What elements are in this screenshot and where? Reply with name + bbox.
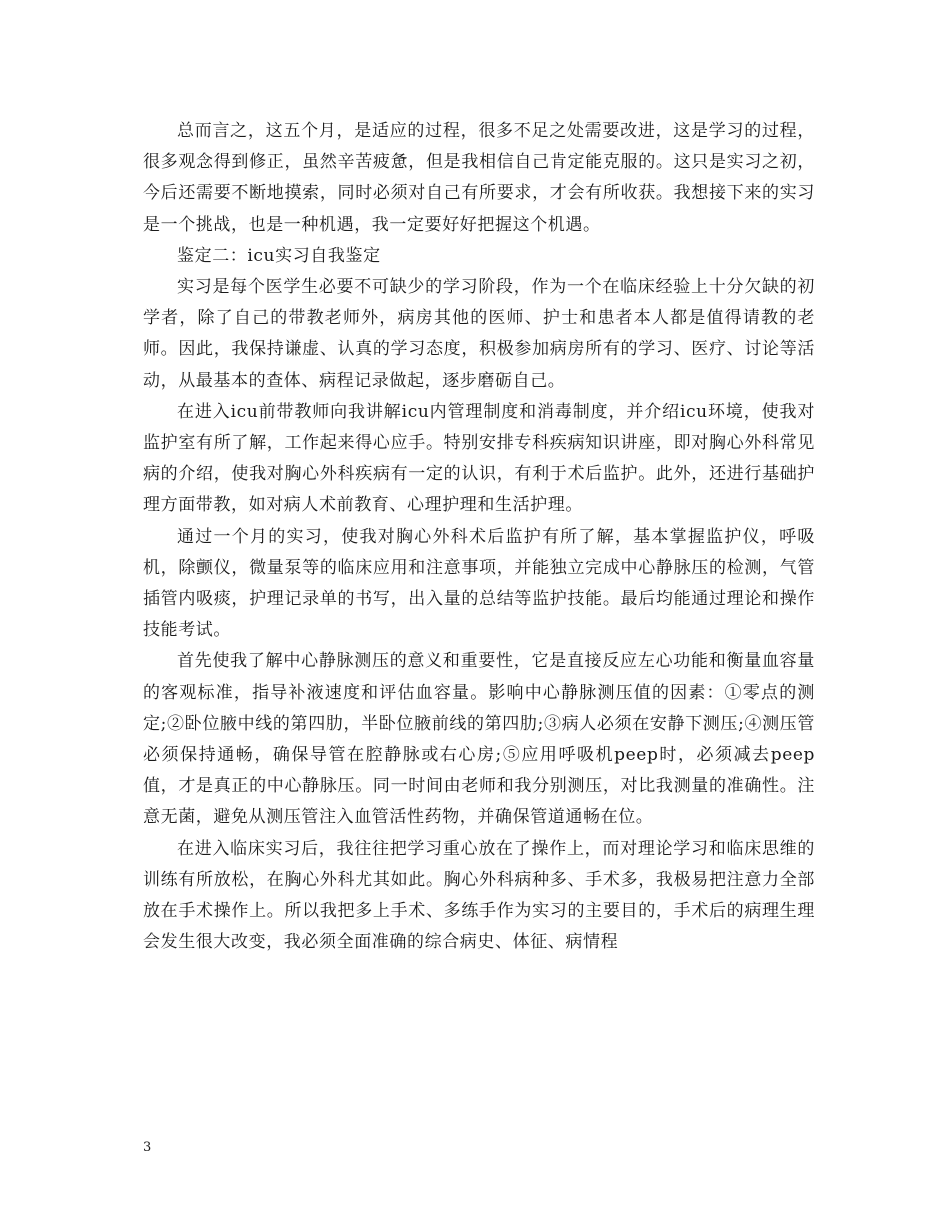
paragraph-central-venous-pressure: 首先使我了解中心静脉测压的意义和重要性，它是直接反应左心功能和衡量血容量的客观标准，指导补液速度和评估血容量。影响中心静脉测压值的因素：①零点的测定;②卧位腋中线的第四肋，半卧位腋前线的第四肋;③病人必须在安静下测压;④测压管必须保持通畅，确保导管在腔静脉或右心房;⑤应用呼吸机peep时，必须减去peep值，才是真正的中心静脉压。同一时间由老师和我分别测压，对比我测量的准确性。注意无菌，避免从测压管注入血管活性药物，并确保管道通畅在位。 [143,651,815,828]
paragraph-monitoring-skills: 通过一个月的实习，使我对胸心外科术后监护有所了解，基本掌握监护仪，呼吸机，除颤仪，微量泵等的临床应用和注意事项，并能独立完成中心静脉压的检测，气管插管内吸痰，护理记录单的书写，出入量的总结等监护技能。最后均能通过理论和操作技能考试。 [143,526,815,641]
paragraph-clinical-practice: 在进入临床实习后，我往往把学习重心放在了操作上，而对理论学习和临床思维的训练有所放松，在胸心外科尤其如此。胸心外科病种多、手术多，我极易把注意力全部放在手术操作上。所以我把多上手术、多练手作为实习的主要目的，手术后的病理生理会发生很大改变，我必须全面准确的综合病史、体征、病情程 [143,838,815,953]
paragraph-summary: 总而言之，这五个月，是适应的过程，很多不足之处需要改进，这是学习的过程，很多观念得到修正，虽然辛苦疲惫，但是我相信自己肯定能克服的。这只是实习之初，今后还需要不断地摸索，同时必须对自己有所要求，才会有所收获。我想接下来的实习是一个挑战，也是一种机遇，我一定要好好把握这个机遇。 [143,121,815,235]
section-heading: 鉴定二：icu实习自我鉴定 [177,245,381,266]
paragraph-internship-intro: 实习是每个医学生必要不可缺少的学习阶段，作为一个在临床经验上十分欠缺的初学者，除了自己的带教老师外，病房其他的医师、护士和患者本人都是值得请教的老师。因此，我保持谦虚、认真的学习态度，积极参加病房所有的学习、医疗、讨论等活动，从最基本的查体、病程记录做起，逐步磨砺自己。 [143,277,815,391]
document-body [143,116,815,958]
page-number: 3 [143,1140,152,1155]
paragraph-icu-orientation: 在进入icu前带教师向我讲解icu内管理制度和消毒制度，并介绍icu环境，使我对监护室有所了解，工作起来得心应手。特别安排专科疾病知识讲座，即对胸心外科常见病的介绍，使我对胸心外科疾病有一定的认识，有利于术后监护。此外，还进行基础护理方面带教，如对病人术前教育、心理护理和生活护理。 [143,401,815,516]
